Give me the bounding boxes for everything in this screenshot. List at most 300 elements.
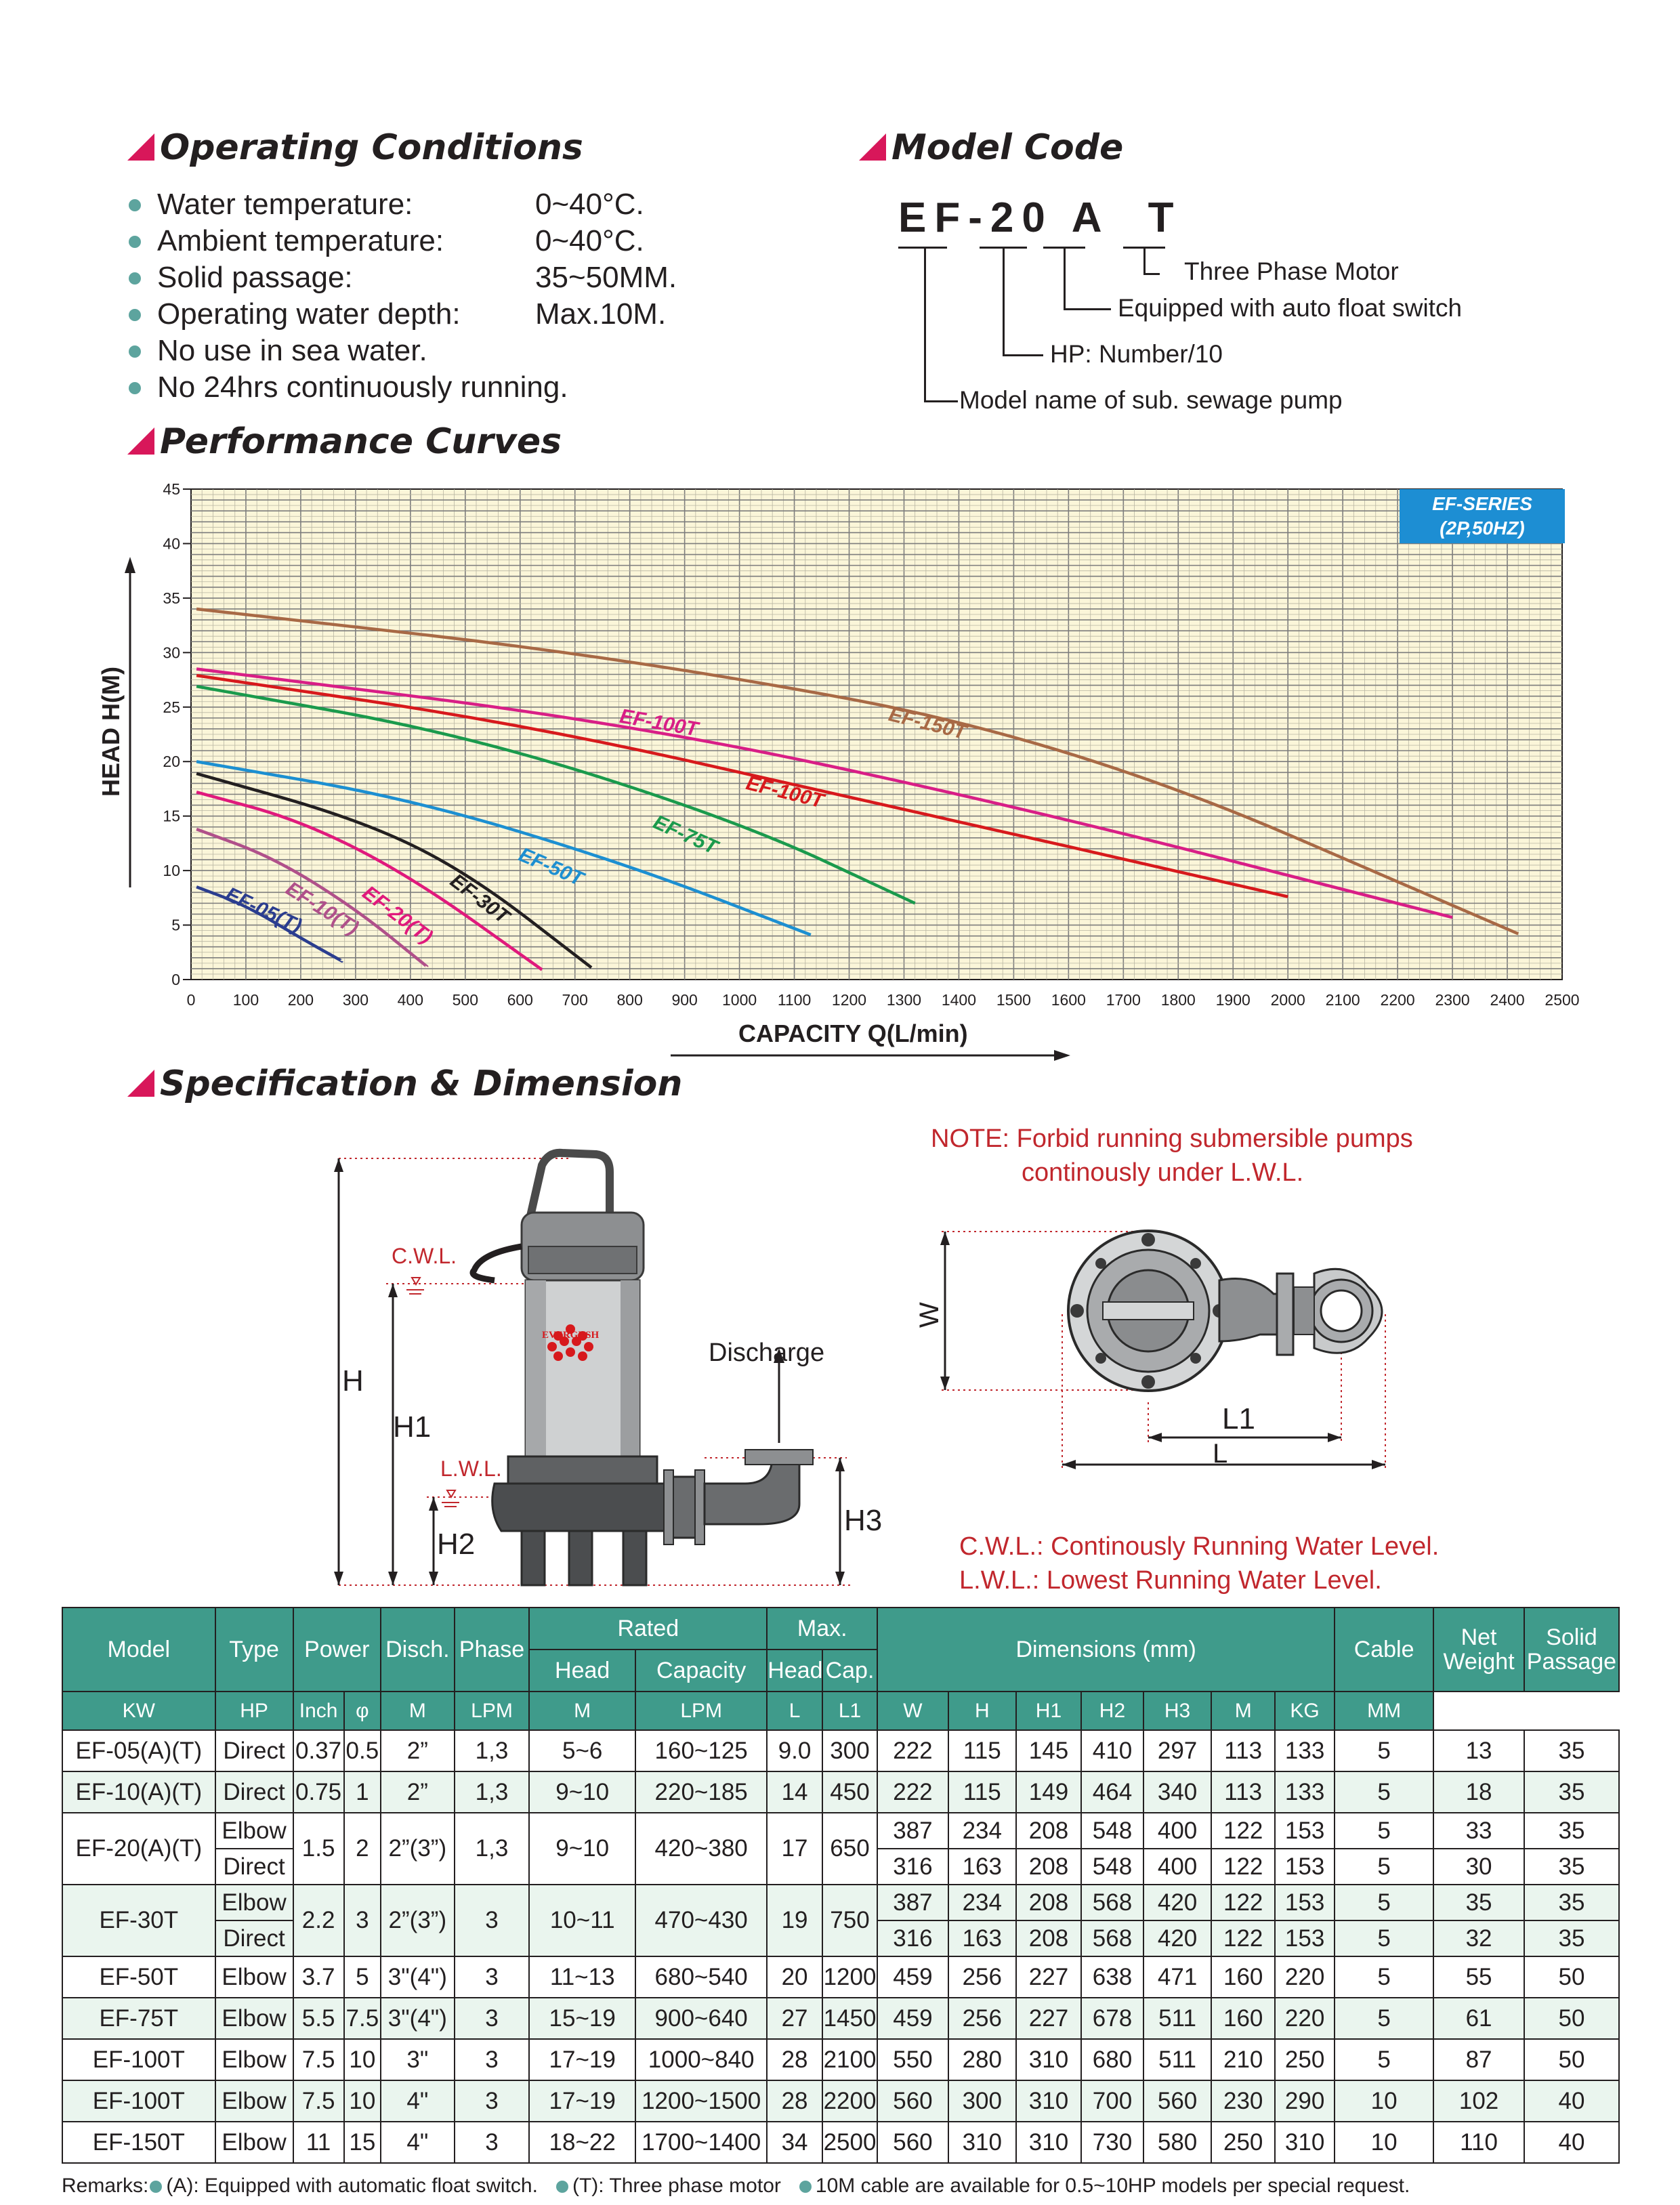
table-cell: 32 bbox=[1433, 1920, 1524, 1956]
table-cell: 3 bbox=[455, 2080, 530, 2122]
table-cell: 153 bbox=[1275, 1920, 1335, 1956]
table-cell: 18 bbox=[1433, 1771, 1524, 1813]
unit-header: H1 bbox=[1016, 1692, 1081, 1730]
table-cell: 2100 bbox=[822, 2039, 877, 2080]
dim-w-label: W bbox=[915, 1302, 944, 1328]
operating-conditions-title: Operating Conditions bbox=[127, 127, 583, 168]
spec-dimension-title: Specification & Dimension bbox=[127, 1064, 682, 1104]
table-cell: 210 bbox=[1211, 2039, 1275, 2080]
table-cell: 560 bbox=[877, 2080, 948, 2122]
model-cell: EF-05(A)(T) bbox=[62, 1730, 215, 1771]
table-cell: 110 bbox=[1433, 2122, 1524, 2163]
table-cell: 27 bbox=[767, 1998, 822, 2039]
table-cell: 464 bbox=[1081, 1771, 1143, 1813]
table-cell: 2” bbox=[381, 1730, 455, 1771]
table-cell: 35 bbox=[1524, 1849, 1619, 1885]
dim-h3-label: H3 bbox=[844, 1504, 883, 1537]
table-cell: 410 bbox=[1081, 1730, 1143, 1771]
unit-header: φ bbox=[344, 1692, 381, 1730]
table-cell: 1,3 bbox=[455, 1730, 530, 1771]
table-cell: 55 bbox=[1433, 1956, 1524, 1998]
table-cell: 102 bbox=[1433, 2080, 1524, 2122]
table-cell: 40 bbox=[1524, 2122, 1619, 2163]
table-cell: 5 bbox=[1335, 1998, 1433, 2039]
table-cell: 35 bbox=[1524, 1730, 1619, 1771]
header-model: Model bbox=[62, 1608, 215, 1692]
table-cell: 2.2 bbox=[293, 1885, 344, 1956]
table-cell: 3 bbox=[455, 1956, 530, 1998]
table-row bbox=[62, 2122, 1619, 2163]
model-cell: EF-100T bbox=[62, 2039, 215, 2080]
table-cell: 222 bbox=[877, 1771, 948, 1813]
table-cell: 459 bbox=[877, 1998, 948, 2039]
table-cell: 163 bbox=[948, 1849, 1016, 1885]
table-cell: 15 bbox=[344, 2122, 381, 2163]
table-cell: 387 bbox=[877, 1813, 948, 1849]
table-row bbox=[62, 1956, 1619, 1998]
series-label: EF-150T bbox=[886, 702, 969, 744]
bullet-icon bbox=[150, 2181, 162, 2193]
table-cell: 548 bbox=[1081, 1849, 1143, 1885]
table-cell: 50 bbox=[1524, 1956, 1619, 1998]
table-cell: 560 bbox=[1143, 2080, 1211, 2122]
table-cell: 149 bbox=[1016, 1771, 1081, 1813]
table-cell: 5 bbox=[1335, 1956, 1433, 1998]
model-cell: EF-150T bbox=[62, 2122, 215, 2163]
table-cell: 234 bbox=[948, 1813, 1016, 1849]
y-tick-label: 30 bbox=[163, 644, 180, 662]
table-cell: 122 bbox=[1211, 1885, 1275, 1920]
table-cell: 153 bbox=[1275, 1849, 1335, 1885]
model-cell: EF-50T bbox=[62, 1956, 215, 1998]
table-cell: 9~10 bbox=[529, 1813, 635, 1885]
table-cell: 1,3 bbox=[455, 1771, 530, 1813]
table-cell: 2” bbox=[381, 1771, 455, 1813]
table-cell: 340 bbox=[1143, 1771, 1211, 1813]
type-cell: Direct bbox=[215, 1849, 293, 1885]
table-cell: 17 bbox=[767, 1813, 822, 1885]
x-tick-label: 200 bbox=[287, 991, 314, 1009]
table-cell: 5 bbox=[1335, 1885, 1433, 1920]
table-cell: 153 bbox=[1275, 1813, 1335, 1849]
table-cell: 220 bbox=[1275, 1998, 1335, 2039]
header-rated-capacity: Capacity bbox=[635, 1650, 767, 1692]
table-cell: 10 bbox=[344, 2080, 381, 2122]
header-net-weight: Net Weight bbox=[1433, 1608, 1524, 1692]
table-cell: 10 bbox=[344, 2039, 381, 2080]
table-cell: 297 bbox=[1143, 1730, 1211, 1771]
model-code-title: Model Code bbox=[859, 127, 1123, 168]
table-cell: 5 bbox=[1335, 1849, 1433, 1885]
table-cell: 208 bbox=[1016, 1885, 1081, 1920]
table-cell: 50 bbox=[1524, 2039, 1619, 2080]
x-tick-label: 1500 bbox=[996, 991, 1031, 1009]
series-label: EF-30T bbox=[446, 869, 514, 929]
bullet-icon bbox=[556, 2181, 568, 2193]
series-badge: EF-SERIES (2P,50HZ) bbox=[1400, 489, 1565, 543]
performance-curves-title: Performance Curves bbox=[127, 421, 562, 462]
header-phase: Phase bbox=[455, 1608, 530, 1692]
model-cell: EF-30T bbox=[62, 1885, 215, 1956]
model-name-label: Model name of sub. sewage pump bbox=[959, 386, 1343, 414]
model-cell: EF-100T bbox=[62, 2080, 215, 2122]
table-cell: 1200~1500 bbox=[635, 2080, 767, 2122]
table-cell: 113 bbox=[1211, 1771, 1275, 1813]
table-cell: 10~11 bbox=[529, 1885, 635, 1956]
section-triangle-icon bbox=[127, 1070, 154, 1097]
table-cell: 35 bbox=[1524, 1771, 1619, 1813]
table-row bbox=[62, 1771, 1619, 1813]
table-cell: 0.37 bbox=[293, 1730, 344, 1771]
model-code-example: EF-20 A T bbox=[898, 194, 1182, 241]
table-cell: 227 bbox=[1016, 1956, 1081, 1998]
table-cell: 580 bbox=[1143, 2122, 1211, 2163]
x-tick-label: 500 bbox=[452, 991, 478, 1009]
y-tick-label: 40 bbox=[163, 534, 180, 553]
table-cell: 420~380 bbox=[635, 1813, 767, 1885]
table-cell: 310 bbox=[1016, 2039, 1081, 2080]
header-cable: Cable bbox=[1335, 1608, 1433, 1692]
header-rated-head: Head bbox=[529, 1650, 635, 1692]
table-cell: 234 bbox=[948, 1885, 1016, 1920]
pump-side-view bbox=[325, 1145, 881, 1592]
lwl-definition: L.W.L.: Lowest Running Water Level. bbox=[959, 1566, 1382, 1595]
x-tick-label: 1100 bbox=[777, 991, 812, 1009]
y-axis-arrowhead bbox=[125, 557, 135, 573]
table-cell: 0.75 bbox=[293, 1771, 344, 1813]
table-cell: 61 bbox=[1433, 1998, 1524, 2039]
x-tick-label: 1600 bbox=[1051, 991, 1086, 1009]
type-cell: Elbow bbox=[215, 1885, 293, 1920]
table-row bbox=[62, 2080, 1619, 2122]
table-cell: 310 bbox=[1275, 2122, 1335, 2163]
series-label: EF-100T bbox=[744, 772, 826, 813]
header-power: Power bbox=[293, 1608, 381, 1692]
table-cell: 638 bbox=[1081, 1956, 1143, 1998]
table-cell: 280 bbox=[948, 2039, 1016, 2080]
table-cell: 3 bbox=[455, 1885, 530, 1956]
motor-label: Three Phase Motor bbox=[1184, 257, 1399, 285]
table-cell: 1.5 bbox=[293, 1813, 344, 1885]
x-tick-label: 300 bbox=[342, 991, 369, 1009]
table-cell: 153 bbox=[1275, 1885, 1335, 1920]
table-cell: 511 bbox=[1143, 2039, 1211, 2080]
y-tick-label: 25 bbox=[163, 698, 180, 716]
table-cell: 900~640 bbox=[635, 1998, 767, 2039]
x-tick-label: 1800 bbox=[1160, 991, 1196, 1009]
cwl-marker-label: C.W.L. bbox=[392, 1244, 457, 1268]
table-cell: 0.5 bbox=[344, 1730, 381, 1771]
y-tick-label: 0 bbox=[171, 971, 180, 988]
table-cell: 2200 bbox=[822, 2080, 877, 2122]
table-cell: 11 bbox=[293, 2122, 344, 2163]
table-cell: 160~125 bbox=[635, 1730, 767, 1771]
dim-h-label: H bbox=[342, 1364, 364, 1398]
table-cell: 5~6 bbox=[529, 1730, 635, 1771]
table-cell: 3.7 bbox=[293, 1956, 344, 1998]
table-cell: 220~185 bbox=[635, 1771, 767, 1813]
header-max-cap: Cap. bbox=[822, 1650, 877, 1692]
table-row bbox=[62, 1813, 1619, 1849]
table-cell: 9~10 bbox=[529, 1771, 635, 1813]
table-cell: 5 bbox=[1335, 1771, 1433, 1813]
pump-top-view bbox=[935, 1226, 1423, 1484]
dim-l1-label: L1 bbox=[1222, 1402, 1255, 1435]
table-cell: 4" bbox=[381, 2122, 455, 2163]
table-cell: 40 bbox=[1524, 2080, 1619, 2122]
x-tick-label: 2000 bbox=[1270, 991, 1305, 1009]
table-row bbox=[62, 1998, 1619, 2039]
table-cell: 35 bbox=[1524, 1813, 1619, 1849]
y-tick-label: 35 bbox=[163, 589, 180, 607]
table-cell: 35 bbox=[1524, 1920, 1619, 1956]
table-cell: 7.5 bbox=[344, 1998, 381, 2039]
table-cell: 3 bbox=[455, 2122, 530, 2163]
table-cell: 145 bbox=[1016, 1730, 1081, 1771]
table-cell: 250 bbox=[1211, 2122, 1275, 2163]
x-tick-label: 1000 bbox=[722, 991, 757, 1009]
header-type: Type bbox=[215, 1608, 293, 1692]
unit-header: KG bbox=[1275, 1692, 1335, 1730]
header-dimensions: Dimensions (mm) bbox=[877, 1608, 1335, 1692]
type-cell: Direct bbox=[215, 1730, 293, 1771]
table-cell: 1200 bbox=[822, 1956, 877, 1998]
unit-header: L1 bbox=[822, 1692, 877, 1730]
type-cell: Direct bbox=[215, 1920, 293, 1956]
note-line-2: continously under L.W.L. bbox=[1022, 1158, 1304, 1187]
table-cell: 115 bbox=[948, 1730, 1016, 1771]
table-cell: 28 bbox=[767, 2080, 822, 2122]
y-tick-label: 20 bbox=[163, 753, 180, 771]
table-cell: 1700~1400 bbox=[635, 2122, 767, 2163]
table-cell: 13 bbox=[1433, 1730, 1524, 1771]
table-cell: 208 bbox=[1016, 1849, 1081, 1885]
table-cell: 678 bbox=[1081, 1998, 1143, 2039]
table-cell: 230 bbox=[1211, 2080, 1275, 2122]
x-tick-label: 1900 bbox=[1215, 991, 1251, 1009]
discharge-label: Discharge bbox=[709, 1339, 825, 1367]
series-label: EF-75T bbox=[650, 811, 721, 859]
unit-header: M bbox=[381, 1692, 455, 1730]
table-cell: 33 bbox=[1433, 1813, 1524, 1849]
table-cell: 220 bbox=[1275, 1956, 1335, 1998]
x-tick-label: 400 bbox=[397, 991, 424, 1009]
table-cell: 459 bbox=[877, 1956, 948, 1998]
table-cell: 17~19 bbox=[529, 2080, 635, 2122]
table-cell: 10 bbox=[1335, 2080, 1433, 2122]
header-rated: Rated bbox=[529, 1608, 767, 1650]
unit-header: LPM bbox=[455, 1692, 530, 1730]
x-tick-label: 1200 bbox=[831, 991, 867, 1009]
x-tick-label: 2500 bbox=[1545, 991, 1580, 1009]
table-cell: 122 bbox=[1211, 1920, 1275, 1956]
table-cell: 400 bbox=[1143, 1849, 1211, 1885]
note-line-1: NOTE: Forbid running submersible pumps bbox=[931, 1125, 1413, 1153]
unit-header: H bbox=[948, 1692, 1016, 1730]
unit-header: Inch bbox=[293, 1692, 344, 1730]
dim-h1-label: H1 bbox=[393, 1410, 432, 1444]
table-cell: 250 bbox=[1275, 2039, 1335, 2080]
table-cell: 5.5 bbox=[293, 1998, 344, 2039]
table-cell: 5 bbox=[1335, 1813, 1433, 1849]
table-cell: 316 bbox=[877, 1849, 948, 1885]
y-axis-label: HEAD H(M) bbox=[97, 667, 125, 797]
header-max-head: Head bbox=[767, 1650, 822, 1692]
table-row bbox=[62, 1885, 1619, 1920]
x-tick-label: 600 bbox=[507, 991, 533, 1009]
table-cell: 3" bbox=[381, 2039, 455, 2080]
x-axis-label: CAPACITY Q(L/min) bbox=[738, 1020, 968, 1047]
table-cell: 113 bbox=[1211, 1730, 1275, 1771]
type-cell: Elbow bbox=[215, 2122, 293, 2163]
table-cell: 227 bbox=[1016, 1998, 1081, 2039]
table-cell: 1 bbox=[344, 1771, 381, 1813]
type-cell: Elbow bbox=[215, 1998, 293, 2039]
cwl-definition: C.W.L.: Continously Running Water Level. bbox=[959, 1532, 1440, 1561]
table-cell: 160 bbox=[1211, 1956, 1275, 1998]
table-cell: 133 bbox=[1275, 1730, 1335, 1771]
table-cell: 30 bbox=[1433, 1849, 1524, 1885]
table-cell: 17~19 bbox=[529, 2039, 635, 2080]
table-cell: 316 bbox=[877, 1920, 948, 1956]
table-cell: 222 bbox=[877, 1730, 948, 1771]
table-cell: 310 bbox=[1016, 2122, 1081, 2163]
table-cell: 5 bbox=[1335, 1730, 1433, 1771]
unit-header: H2 bbox=[1081, 1692, 1143, 1730]
table-cell: 568 bbox=[1081, 1885, 1143, 1920]
x-axis-arrowhead bbox=[1054, 1050, 1070, 1061]
dim-l-label: L bbox=[1213, 1439, 1228, 1469]
table-cell: 3 bbox=[344, 1885, 381, 1956]
type-cell: Elbow bbox=[215, 1813, 293, 1849]
type-cell: Direct bbox=[215, 1771, 293, 1813]
x-tick-label: 1700 bbox=[1106, 991, 1141, 1009]
table-cell: 122 bbox=[1211, 1849, 1275, 1885]
x-tick-label: 700 bbox=[562, 991, 588, 1009]
x-tick-label: 1400 bbox=[941, 991, 977, 1009]
table-cell: 18~22 bbox=[529, 2122, 635, 2163]
remarks: Remarks: (A): Equipped with automatic float switch. (T): Three phase motor 10M cable are available for 0.5~10HP models per special request. bbox=[62, 2175, 1410, 2197]
unit-header: KW bbox=[62, 1692, 215, 1730]
x-tick-label: 900 bbox=[671, 991, 698, 1009]
header-solid-passage: Solid Passage bbox=[1524, 1608, 1619, 1692]
unit-header: M bbox=[529, 1692, 635, 1730]
table-cell: 3"(4") bbox=[381, 1956, 455, 1998]
unit-header: H3 bbox=[1143, 1692, 1211, 1730]
table-cell: 115 bbox=[948, 1771, 1016, 1813]
table-cell: 700 bbox=[1081, 2080, 1143, 2122]
series-label: EF-20(T) bbox=[358, 881, 437, 948]
table-cell: 1000~840 bbox=[635, 2039, 767, 2080]
table-cell: 2 bbox=[344, 1813, 381, 1885]
table-cell: 133 bbox=[1275, 1771, 1335, 1813]
table-cell: 87 bbox=[1433, 2039, 1524, 2080]
header-disch: Disch. bbox=[381, 1608, 455, 1692]
model-cell: EF-20(A)(T) bbox=[62, 1813, 215, 1885]
x-tick-label: 2300 bbox=[1435, 991, 1470, 1009]
table-cell: 256 bbox=[948, 1998, 1016, 2039]
table-cell: 10 bbox=[1335, 2122, 1433, 2163]
series-label: EF-100T bbox=[618, 705, 700, 741]
y-tick-label: 5 bbox=[171, 916, 180, 934]
y-tick-label: 10 bbox=[163, 862, 180, 880]
table-cell: 208 bbox=[1016, 1813, 1081, 1849]
unit-header: M bbox=[1211, 1692, 1275, 1730]
table-cell: 163 bbox=[948, 1920, 1016, 1956]
table-cell: 28 bbox=[767, 2039, 822, 2080]
table-cell: 7.5 bbox=[293, 2039, 344, 2080]
table-cell: 730 bbox=[1081, 2122, 1143, 2163]
series-label: EF-10(T) bbox=[281, 877, 363, 940]
type-cell: Elbow bbox=[215, 2080, 293, 2122]
table-cell: 2”(3”) bbox=[381, 1885, 455, 1956]
table-cell: 122 bbox=[1211, 1813, 1275, 1849]
table-cell: 2”(3”) bbox=[381, 1813, 455, 1885]
table-cell: 3 bbox=[455, 2039, 530, 2080]
x-tick-label: 100 bbox=[232, 991, 259, 1009]
table-cell: 300 bbox=[822, 1730, 877, 1771]
lwl-marker-label: L.W.L. bbox=[440, 1456, 502, 1481]
float-switch-label: Equipped with auto float switch bbox=[1118, 294, 1463, 322]
table-cell: 300 bbox=[948, 2080, 1016, 2122]
unit-header: L bbox=[767, 1692, 822, 1730]
table-cell: 50 bbox=[1524, 1998, 1619, 2039]
table-cell: 35 bbox=[1524, 1885, 1619, 1920]
hp-label: HP: Number/10 bbox=[1050, 340, 1223, 368]
table-cell: 471 bbox=[1143, 1956, 1211, 1998]
type-cell: Elbow bbox=[215, 2039, 293, 2080]
table-cell: 310 bbox=[1016, 2080, 1081, 2122]
table-cell: 5 bbox=[1335, 2039, 1433, 2080]
header-max: Max. bbox=[767, 1608, 877, 1650]
table-cell: 3"(4") bbox=[381, 1998, 455, 2039]
brand-logo-text: EVERGUSH bbox=[542, 1330, 600, 1341]
type-cell: Elbow bbox=[215, 1956, 293, 1998]
table-cell: 11~13 bbox=[529, 1956, 635, 1998]
table-cell: 5 bbox=[344, 1956, 381, 1998]
model-cell: EF-75T bbox=[62, 1998, 215, 2039]
table-cell: 387 bbox=[877, 1885, 948, 1920]
unit-header: W bbox=[877, 1692, 948, 1730]
x-tick-label: 1300 bbox=[886, 991, 922, 1009]
table-cell: 680 bbox=[1081, 2039, 1143, 2080]
table-cell: 3 bbox=[455, 1998, 530, 2039]
y-tick-label: 15 bbox=[163, 807, 180, 825]
x-tick-label: 2100 bbox=[1325, 991, 1360, 1009]
table-cell: 548 bbox=[1081, 1813, 1143, 1849]
table-cell: 470~430 bbox=[635, 1885, 767, 1956]
x-tick-label: 0 bbox=[186, 991, 196, 1009]
table-cell: 20 bbox=[767, 1956, 822, 1998]
table-cell: 680~540 bbox=[635, 1956, 767, 1998]
table-cell: 4" bbox=[381, 2080, 455, 2122]
table-cell: 420 bbox=[1143, 1885, 1211, 1920]
table-cell: 560 bbox=[877, 2122, 948, 2163]
series-label: EF-50T bbox=[515, 843, 587, 891]
table-cell: 15~19 bbox=[529, 1998, 635, 2039]
table-row bbox=[62, 2039, 1619, 2080]
table-cell: 550 bbox=[877, 2039, 948, 2080]
series-label: EF-05(T) bbox=[222, 883, 306, 938]
spec-table bbox=[62, 1607, 1620, 2164]
x-tick-label: 2400 bbox=[1490, 991, 1525, 1009]
dim-h2-label: H2 bbox=[437, 1528, 476, 1561]
x-tick-label: 2200 bbox=[1380, 991, 1415, 1009]
table-cell: 160 bbox=[1211, 1998, 1275, 2039]
table-cell: 420 bbox=[1143, 1920, 1211, 1956]
table-cell: 1,3 bbox=[455, 1813, 530, 1885]
table-cell: 14 bbox=[767, 1771, 822, 1813]
